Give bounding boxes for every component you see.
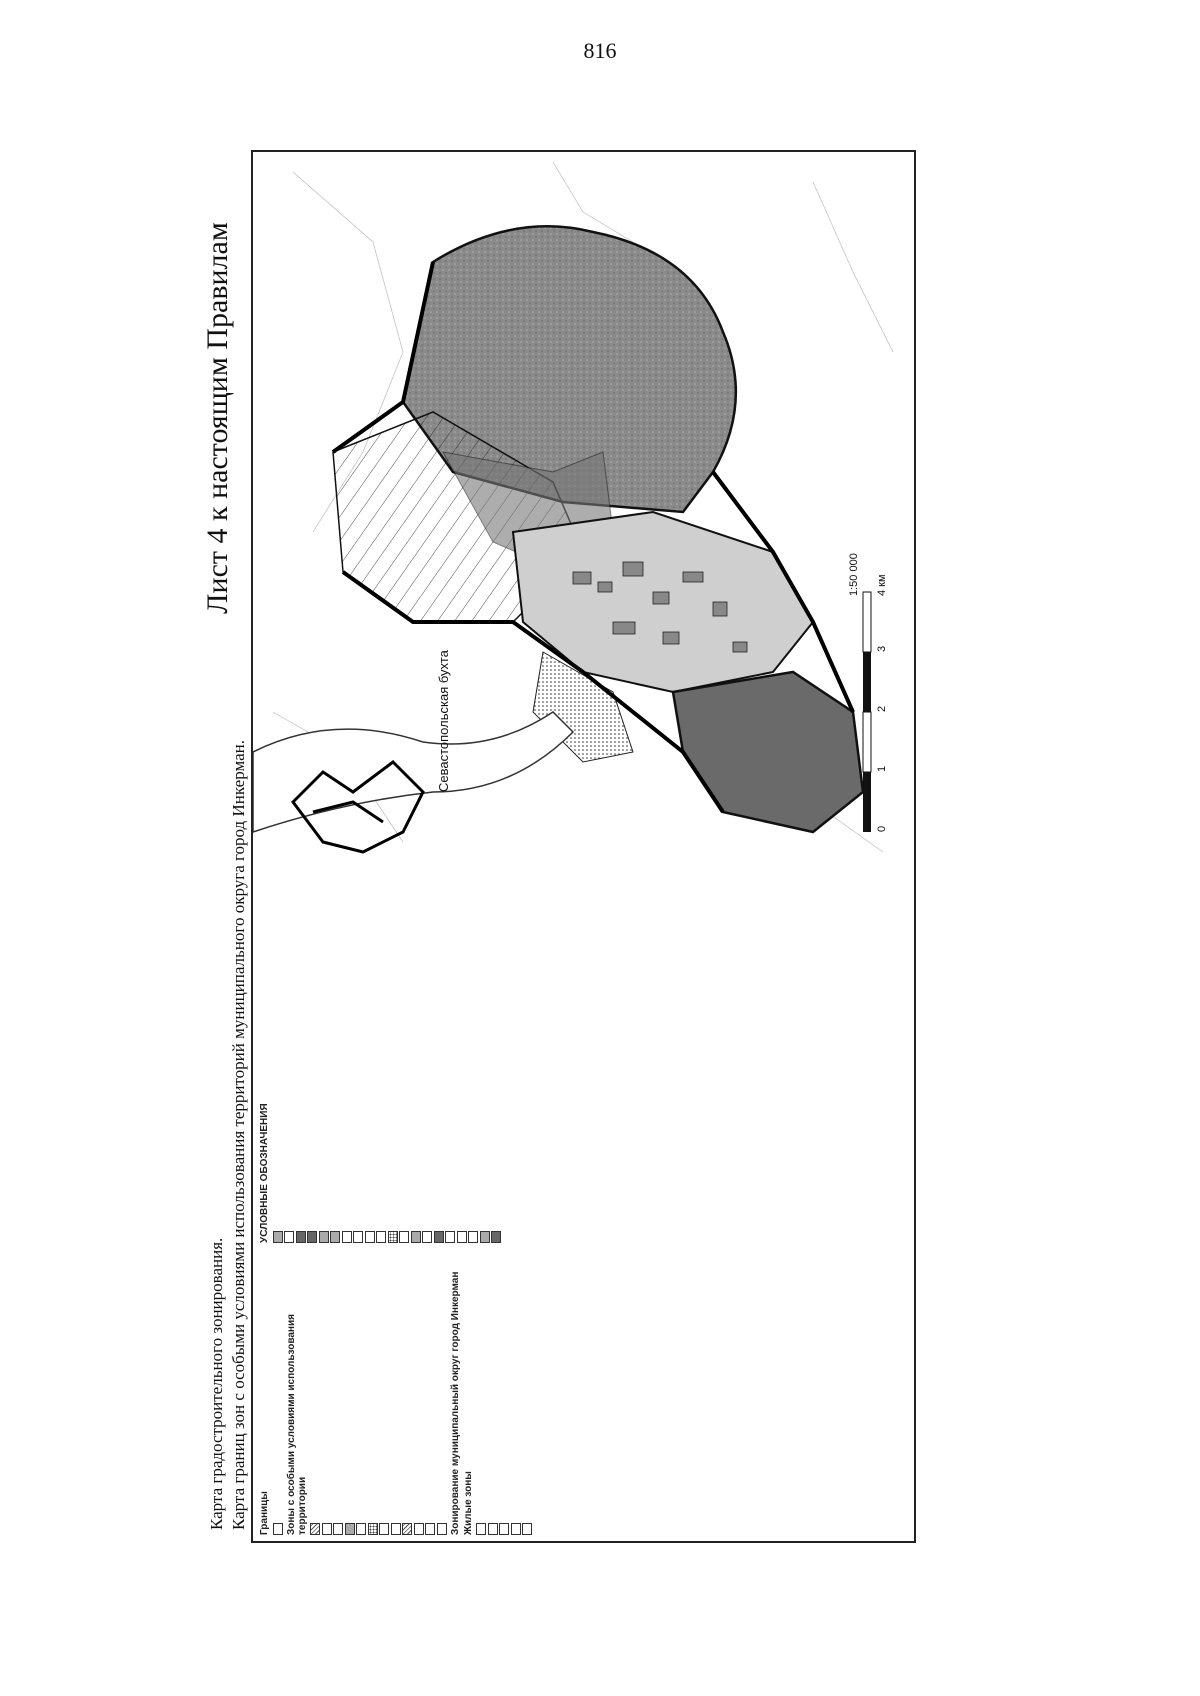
zone-south — [673, 672, 863, 832]
legend-heading-main: УСЛОВНЫЕ ОБОЗНАЧЕНИЯ — [259, 1103, 270, 1243]
legend-swatch — [457, 1231, 467, 1243]
legend-item — [367, 1260, 379, 1535]
legend-item — [318, 968, 330, 1243]
legend-item — [353, 968, 365, 1243]
legend-item — [307, 968, 319, 1243]
legend-item — [491, 968, 503, 1243]
legend-swatch — [434, 1231, 444, 1243]
legend-swatch — [353, 1231, 363, 1243]
legend-swatch — [391, 1523, 401, 1535]
legend-group-residential: Жилые зоны — [462, 1471, 474, 1535]
legend-swatch — [425, 1523, 435, 1535]
scale-tick-4: 4 км — [876, 574, 888, 596]
legend-swatch — [368, 1523, 378, 1535]
legend-swatch — [284, 1231, 294, 1243]
legend-swatch — [402, 1523, 412, 1535]
legend-item — [487, 1260, 499, 1535]
caption-line-1: Карта градостроительного зонирования. — [207, 1237, 226, 1530]
legend-swatch — [511, 1523, 521, 1535]
legend-item — [376, 968, 388, 1243]
bay-label: Севастопольская бухта — [436, 650, 451, 792]
legend-swatch — [476, 1523, 486, 1535]
legend-item — [402, 1260, 414, 1535]
legend-swatch — [345, 1523, 355, 1535]
legend-item — [399, 968, 411, 1243]
legend-swatch — [310, 1523, 320, 1535]
scale-tick-2: 2 — [876, 705, 888, 712]
legend-swatch — [273, 1231, 283, 1243]
legend-swatch — [488, 1523, 498, 1535]
legend-item — [499, 1260, 511, 1535]
legend-swatch — [445, 1231, 455, 1243]
legend-swatch — [333, 1523, 343, 1535]
legend-item — [413, 1260, 425, 1535]
legend-item — [433, 968, 445, 1243]
legend-item — [390, 1260, 402, 1535]
legend-swatch — [376, 1231, 386, 1243]
caption-line-2: Карта границ зон с особыми условиями использования территорий муниципального округа город Инкерман. — [229, 740, 248, 1530]
legend-item — [510, 1260, 522, 1535]
legend-swatch — [319, 1231, 329, 1243]
legend-group-borders: Границы — [259, 1491, 270, 1535]
legend-item — [425, 1260, 437, 1535]
legend-swatch — [356, 1523, 366, 1535]
legend-item — [341, 968, 353, 1243]
legend-swatch — [480, 1231, 490, 1243]
scale-tick-3: 3 — [876, 645, 888, 652]
legend-swatch — [468, 1231, 478, 1243]
legend-item — [476, 1260, 488, 1535]
legend-item — [356, 1260, 368, 1535]
legend-swatch — [399, 1231, 409, 1243]
legend-item — [422, 968, 434, 1243]
legend-swatch — [411, 1231, 421, 1243]
legend-item — [284, 968, 296, 1243]
scale-tick-1: 1 — [876, 765, 888, 772]
legend-item — [272, 968, 284, 1243]
legend-swatch — [342, 1231, 352, 1243]
legend-item — [410, 968, 422, 1243]
legend-left-column — [257, 1260, 533, 1535]
legend-item — [364, 968, 376, 1243]
legend-item — [379, 1260, 391, 1535]
legend-panel — [251, 963, 916, 1543]
page-number: 816 — [583, 38, 617, 63]
legend-swatch — [499, 1523, 509, 1535]
legend-swatch — [491, 1231, 501, 1243]
legend-item — [479, 968, 491, 1243]
legend-swatch — [330, 1231, 340, 1243]
legend-item — [387, 968, 399, 1243]
legend-swatch — [422, 1231, 432, 1243]
legend-item — [310, 1260, 322, 1535]
legend-item — [436, 1260, 448, 1535]
legend-item — [522, 1260, 534, 1535]
legend-item — [445, 968, 457, 1243]
scale-ratio: 1:50 000 — [848, 553, 860, 596]
legend-item — [333, 1260, 345, 1535]
legend-swatch — [273, 1523, 283, 1535]
legend-swatch — [437, 1523, 447, 1535]
legend-swatch — [322, 1523, 332, 1535]
legend-group-zoning: Зонирование муниципальный округ город Инкерман — [449, 1271, 461, 1535]
legend-right-column — [257, 968, 502, 1243]
scale-tick-0: 0 — [876, 825, 888, 832]
map-area[interactable] — [253, 152, 914, 880]
legend-swatch — [414, 1523, 424, 1535]
legend-swatch — [388, 1231, 398, 1243]
legend-swatch — [365, 1231, 375, 1243]
sheet-title: Лист 4 к настоящим Правилам — [201, 222, 234, 614]
legend-item — [321, 1260, 333, 1535]
legend-item — [272, 1260, 284, 1535]
legend-swatch — [296, 1231, 306, 1243]
legend-item — [468, 968, 480, 1243]
legend-swatch — [307, 1231, 317, 1243]
map-svg — [253, 152, 914, 880]
legend-item — [295, 968, 307, 1243]
legend-item — [456, 968, 468, 1243]
legend-item — [330, 968, 342, 1243]
legend-group-special: Зоны с особыми условиями использования территории — [285, 1314, 308, 1535]
legend-swatch — [379, 1523, 389, 1535]
legend-item — [344, 1260, 356, 1535]
legend-swatch — [522, 1523, 532, 1535]
